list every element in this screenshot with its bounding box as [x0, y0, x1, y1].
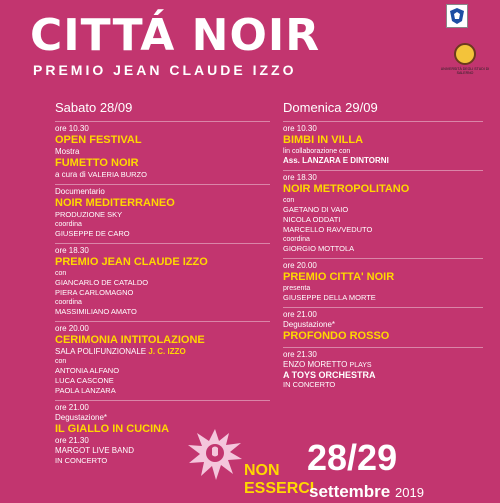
guest-name: GIANCARLO DE CATALDO	[55, 278, 149, 287]
event-title-band: A TOYS ORCHESTRA	[283, 370, 376, 380]
event	[283, 347, 483, 390]
poster-title: CITTÁ NOIR	[30, 10, 321, 61]
day-header-sunday: Domenica 29/09	[283, 100, 378, 115]
slogan-line: ESSERCI	[244, 480, 315, 497]
curator-name: VALERIA BURZO	[87, 170, 147, 179]
coord-name: MASSIMILIANO AMATO	[55, 307, 137, 316]
day-header-saturday: Sabato 28/09	[55, 100, 133, 115]
event-title: PROFONDO ROSSO	[283, 330, 390, 342]
event	[55, 321, 270, 396]
event-note: IN CONCERTO	[283, 380, 336, 389]
guest-name: NICOLA ODDATI	[283, 215, 341, 224]
with-label: con	[55, 358, 67, 365]
plays-label: PLAYS	[349, 362, 372, 369]
guest-name: MARCELLO RAVVEDUTO	[283, 225, 373, 234]
event-time: ore 10.30	[283, 124, 317, 133]
festival-dates: 28/29	[307, 437, 398, 478]
event-kind: Degustazione*	[55, 413, 108, 422]
coord-name: GIORGIO MOTTOLA	[283, 244, 355, 253]
event-time: ore 21.30	[55, 436, 89, 445]
coord-name: GIUSEPPE DE CARO	[55, 229, 130, 238]
event-title: CERIMONIA INTITOLAZIONE	[55, 334, 205, 346]
event-time: ore 21.30	[283, 350, 317, 359]
event-note: IN CONCERTO	[55, 456, 108, 465]
event-time: ore 18.30	[283, 173, 317, 182]
coord-label: coordina	[55, 299, 82, 306]
event	[283, 307, 483, 343]
slogan	[244, 462, 315, 498]
event-time: ore 10.30	[55, 124, 89, 133]
event	[55, 121, 270, 180]
coord-label: coordina	[283, 236, 310, 243]
presenter-name: GIUSEPPE DELLA MORTE	[283, 293, 376, 302]
guest-name: PIERA CARLOMAGNO	[55, 288, 134, 297]
collab-label: lin collaborazione con	[283, 148, 351, 155]
event-title: OPEN FESTIVAL	[55, 134, 142, 146]
event	[55, 243, 270, 317]
poster-subtitle: PREMIO JEAN CLAUDE IZZO	[33, 62, 297, 78]
event	[283, 258, 483, 303]
venue-name: J. C. IZZO	[148, 347, 186, 356]
event-time: ore 20.00	[283, 261, 317, 270]
region-logo-icon	[446, 4, 468, 28]
month-label: settembre	[309, 482, 391, 501]
curator-prefix: a cura di	[55, 170, 86, 179]
university-caption: UNIVERSITÀ DEGLI STUDI DI SALERNO	[440, 67, 490, 75]
event-title: FUMETTO NOIR	[55, 157, 139, 169]
event-title: NOIR MEDITERRANEO	[55, 197, 175, 209]
event-kind: Degustazione*	[283, 320, 336, 329]
university-seal-icon	[454, 43, 476, 65]
event	[283, 121, 483, 166]
event-time: ore 18.30	[55, 246, 89, 255]
event-kind: Mostra	[55, 147, 80, 156]
event-title-band: MARGOT LIVE BAND	[55, 446, 134, 455]
event-title: BIMBI IN VILLA	[283, 134, 364, 146]
university-logo	[440, 43, 490, 75]
event-title: NOIR METROPOLITANO	[283, 183, 410, 195]
event-title: IL GIALLO IN CUCINA	[55, 423, 170, 435]
performer-name: ENZO MORETTO	[283, 360, 348, 369]
with-label: con	[55, 270, 67, 277]
guest-name: LUCA CASCONE	[55, 376, 114, 385]
event-performer	[283, 360, 483, 370]
schedule-saturday	[55, 100, 270, 470]
coord-label: coordina	[55, 221, 82, 228]
guest-name: GAETANO DI VAIO	[283, 205, 349, 214]
guest-name: ANTONIA ALFANO	[55, 366, 120, 375]
event-venue	[55, 347, 270, 357]
guest-name: PAOLA LANZARA	[55, 386, 116, 395]
venue-label: SALA POLIFUNZIONALE	[55, 347, 147, 356]
with-label: con	[283, 197, 295, 204]
event-title: PREMIO JEAN CLAUDE IZZO	[55, 256, 208, 268]
event-time: ore 20.00	[55, 324, 89, 333]
event-time: ore 21.00	[283, 310, 317, 319]
year-label: 2019	[395, 485, 424, 500]
event-time: ore 21.00	[55, 403, 89, 412]
event	[283, 170, 483, 254]
event	[55, 184, 270, 239]
event-production: PRODUZIONE SKY	[55, 210, 123, 219]
event-curator	[55, 170, 270, 180]
slogan-line: NON	[244, 462, 280, 479]
collab-name: Ass. LANZARA E DINTORNI	[283, 156, 389, 165]
event-kind: Documentario	[55, 187, 105, 196]
schedule-sunday	[283, 100, 483, 394]
splash-icon	[185, 425, 245, 483]
presenter-label: presenta	[283, 285, 311, 292]
event-title: PREMIO CITTA' NOIR	[283, 271, 395, 283]
